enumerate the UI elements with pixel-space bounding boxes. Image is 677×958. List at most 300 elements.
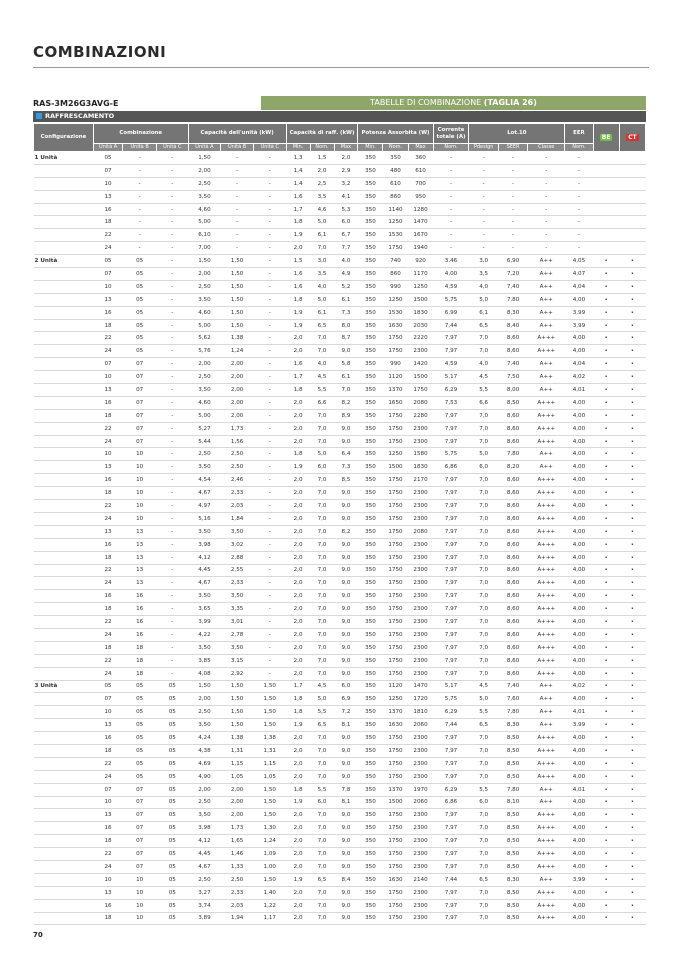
energy-class-cell: A++ bbox=[528, 706, 565, 719]
table-cell: - bbox=[253, 384, 286, 397]
table-cell: 22 bbox=[93, 229, 122, 242]
table-cell: 07 bbox=[123, 848, 157, 861]
table-row bbox=[34, 409, 646, 422]
table-cell: 05 bbox=[157, 770, 189, 783]
config-cell bbox=[34, 706, 94, 719]
table-cell: 8,60 bbox=[498, 422, 527, 435]
table-cell: • bbox=[593, 628, 619, 641]
table-cell: 1,50 bbox=[221, 319, 254, 332]
table-cell: • bbox=[619, 358, 645, 371]
table-cell: • bbox=[593, 654, 619, 667]
table-cell: 10 bbox=[123, 912, 157, 925]
table-cell: - bbox=[433, 229, 469, 242]
table-cell: 1750 bbox=[383, 435, 408, 448]
table-cell: 4,5 bbox=[310, 371, 334, 384]
table-cell: 4,00 bbox=[565, 770, 593, 783]
table-cell: - bbox=[157, 255, 189, 268]
table-row bbox=[34, 538, 646, 551]
table-cell: • bbox=[619, 757, 645, 770]
table-cell: • bbox=[593, 603, 619, 616]
table-cell: 05 bbox=[123, 770, 157, 783]
table-cell: 3,50 bbox=[188, 641, 221, 654]
table-cell: • bbox=[593, 448, 619, 461]
energy-class-cell: A++ bbox=[528, 371, 565, 384]
table-cell: 7,0 bbox=[469, 899, 498, 912]
table-cell: - bbox=[253, 358, 286, 371]
table-cell: 4,00 bbox=[565, 487, 593, 500]
table-cell: 6,1 bbox=[310, 229, 334, 242]
table-row bbox=[34, 474, 646, 487]
table-cell: 7,97 bbox=[433, 332, 469, 345]
table-row bbox=[34, 203, 646, 216]
table-cell: - bbox=[253, 242, 286, 255]
table-cell: 1,50 bbox=[221, 268, 254, 281]
table-cell: 4,00 bbox=[565, 899, 593, 912]
table-cell: 350 bbox=[358, 396, 383, 409]
table-cell: 7,0 bbox=[310, 732, 334, 745]
table-cell: • bbox=[593, 371, 619, 384]
table-cell: - bbox=[253, 448, 286, 461]
table-cell: 6,5 bbox=[469, 719, 498, 732]
table-cell: 1750 bbox=[383, 332, 408, 345]
table-cell: 8,60 bbox=[498, 500, 527, 513]
table-cell: • bbox=[619, 641, 645, 654]
table-cell: 2080 bbox=[408, 396, 433, 409]
energy-class-cell: A+++ bbox=[528, 487, 565, 500]
config-cell bbox=[34, 770, 94, 783]
table-cell: - bbox=[157, 603, 189, 616]
config-cell: 2 Unità bbox=[34, 255, 94, 268]
table-cell: 7,0 bbox=[469, 603, 498, 616]
table-cell: 7,0 bbox=[310, 345, 334, 358]
table-cell: 7,97 bbox=[433, 848, 469, 861]
table-cell: • bbox=[619, 616, 645, 629]
table-cell: 24 bbox=[93, 345, 122, 358]
table-cell: 1250 bbox=[383, 693, 408, 706]
table-row bbox=[34, 899, 646, 912]
table-cell: 1,50 bbox=[253, 809, 286, 822]
table-cell: 1500 bbox=[408, 371, 433, 384]
table-cell: 1,38 bbox=[221, 732, 254, 745]
table-cell: 8,50 bbox=[498, 899, 527, 912]
table-cell: 2,0 bbox=[286, 835, 310, 848]
table-row bbox=[34, 280, 646, 293]
subheader-cell: Unità C bbox=[253, 144, 286, 152]
table-cell: 7,0 bbox=[310, 822, 334, 835]
table-cell: 05 bbox=[157, 796, 189, 809]
table-cell: 1,50 bbox=[221, 680, 254, 693]
table-cell: 22 bbox=[93, 848, 122, 861]
col-corrente: Corrente totale (A) bbox=[433, 124, 469, 144]
table-cell: 4,00 bbox=[565, 512, 593, 525]
table-cell: 4,00 bbox=[565, 345, 593, 358]
table-cell: 7,0 bbox=[310, 474, 334, 487]
table-cell: 350 bbox=[358, 616, 383, 629]
table-cell: 7,8 bbox=[334, 783, 358, 796]
table-cell: 2060 bbox=[408, 719, 433, 732]
table-cell: 9,0 bbox=[334, 435, 358, 448]
table-row bbox=[34, 873, 646, 886]
table-cell: 1,9 bbox=[286, 319, 310, 332]
table-cell: 7,0 bbox=[310, 603, 334, 616]
table-cell: 860 bbox=[383, 190, 408, 203]
table-cell: 2300 bbox=[408, 616, 433, 629]
table-cell: 2,0 bbox=[286, 422, 310, 435]
table-cell: 22 bbox=[93, 332, 122, 345]
table-cell: 1,50 bbox=[188, 680, 221, 693]
table-row bbox=[34, 358, 646, 371]
table-cell: 3,0 bbox=[310, 255, 334, 268]
table-cell: 05 bbox=[123, 332, 157, 345]
table-cell: 4,00 bbox=[565, 396, 593, 409]
table-cell: 9,0 bbox=[334, 512, 358, 525]
table-cell: 6,6 bbox=[310, 396, 334, 409]
table-cell: 1750 bbox=[383, 590, 408, 603]
table-cell: - bbox=[565, 152, 593, 165]
table-cell: - bbox=[253, 268, 286, 281]
table-cell: 6,29 bbox=[433, 384, 469, 397]
table-cell: - bbox=[157, 667, 189, 680]
table-cell: 05 bbox=[93, 255, 122, 268]
table-cell: 16 bbox=[123, 616, 157, 629]
table-cell: 6,0 bbox=[469, 461, 498, 474]
energy-class-cell: - bbox=[528, 177, 565, 190]
table-cell: 7,97 bbox=[433, 654, 469, 667]
table-cell: 1,38 bbox=[253, 732, 286, 745]
table-cell: 2,9 bbox=[334, 164, 358, 177]
mode-bar bbox=[33, 111, 646, 122]
table-cell: 2170 bbox=[408, 474, 433, 487]
table-cell: • bbox=[593, 551, 619, 564]
table-cell: 5,3 bbox=[334, 203, 358, 216]
config-cell bbox=[34, 319, 94, 332]
table-cell: 1,05 bbox=[253, 770, 286, 783]
table-cell: 1750 bbox=[383, 603, 408, 616]
table-cell: 350 bbox=[358, 693, 383, 706]
table-cell: 3,99 bbox=[188, 616, 221, 629]
table-cell: 7,0 bbox=[469, 487, 498, 500]
table-cell: 05 bbox=[157, 912, 189, 925]
table-row bbox=[34, 680, 646, 693]
table-cell: 8,1 bbox=[334, 719, 358, 732]
table-cell: 22 bbox=[93, 757, 122, 770]
table-cell: - bbox=[157, 345, 189, 358]
table-cell: 350 bbox=[358, 474, 383, 487]
table-cell: - bbox=[123, 152, 157, 165]
subheader-cell: Unità C bbox=[157, 144, 189, 152]
table-cell: 4,54 bbox=[188, 474, 221, 487]
table-cell: 2,92 bbox=[221, 667, 254, 680]
table-cell: - bbox=[253, 319, 286, 332]
table-cell: 3,46 bbox=[433, 255, 469, 268]
table-cell: 1370 bbox=[383, 384, 408, 397]
table-cell: • bbox=[593, 487, 619, 500]
table-cell: 1,8 bbox=[286, 706, 310, 719]
col-configurazione: Configurazione bbox=[34, 124, 94, 152]
table-cell: 2300 bbox=[408, 667, 433, 680]
table-cell: - bbox=[565, 190, 593, 203]
table-cell bbox=[593, 203, 619, 216]
table-cell: 7,97 bbox=[433, 512, 469, 525]
config-cell bbox=[34, 848, 94, 861]
table-cell: 3,85 bbox=[188, 654, 221, 667]
energy-class-cell: A++ bbox=[528, 461, 565, 474]
table-cell: 350 bbox=[358, 152, 383, 165]
table-cell: - bbox=[157, 461, 189, 474]
table-cell: 7,0 bbox=[310, 332, 334, 345]
table-cell: - bbox=[157, 164, 189, 177]
table-cell: 8,2 bbox=[334, 525, 358, 538]
table-row bbox=[34, 293, 646, 306]
table-cell: 4,00 bbox=[565, 809, 593, 822]
table-cell: 7,3 bbox=[334, 306, 358, 319]
table-row bbox=[34, 384, 646, 397]
table-cell: 1140 bbox=[383, 203, 408, 216]
table-cell: 1750 bbox=[383, 409, 408, 422]
table-cell: 1750 bbox=[383, 744, 408, 757]
table-cell bbox=[619, 152, 645, 165]
table-cell: 16 bbox=[93, 899, 122, 912]
table-cell: 6,5 bbox=[310, 873, 334, 886]
table-cell: 07 bbox=[123, 358, 157, 371]
table-cell: 1630 bbox=[383, 873, 408, 886]
table-cell: 16 bbox=[93, 203, 122, 216]
col-capacita-raff: Capacità di raff. (kW) bbox=[286, 124, 358, 144]
table-cell: • bbox=[619, 796, 645, 809]
table-cell: 4,04 bbox=[565, 280, 593, 293]
table-cell: 1750 bbox=[383, 641, 408, 654]
table-cell: 1280 bbox=[408, 203, 433, 216]
table-cell: • bbox=[593, 384, 619, 397]
table-cell: 2,33 bbox=[221, 886, 254, 899]
table-cell: - bbox=[253, 628, 286, 641]
config-cell bbox=[34, 268, 94, 281]
table-cell: 7,97 bbox=[433, 899, 469, 912]
title-divider bbox=[33, 67, 649, 68]
table-cell: 7,53 bbox=[433, 396, 469, 409]
table-cell: 1,5 bbox=[286, 255, 310, 268]
energy-class-cell: A+++ bbox=[528, 500, 565, 513]
table-cell: 4,01 bbox=[565, 384, 593, 397]
table-cell: 1750 bbox=[383, 770, 408, 783]
table-cell: 05 bbox=[157, 848, 189, 861]
table-cell: 24 bbox=[93, 512, 122, 525]
table-cell: 8,60 bbox=[498, 409, 527, 422]
table-cell: - bbox=[253, 564, 286, 577]
table-cell: 18 bbox=[93, 319, 122, 332]
table-cell: 7,0 bbox=[469, 848, 498, 861]
energy-class-cell: A+++ bbox=[528, 732, 565, 745]
table-cell: 7,0 bbox=[310, 641, 334, 654]
table-cell: • bbox=[593, 912, 619, 925]
config-cell bbox=[34, 899, 94, 912]
table-cell: 2220 bbox=[408, 332, 433, 345]
table-cell: 2,0 bbox=[286, 564, 310, 577]
table-cell: 7,0 bbox=[469, 628, 498, 641]
table-row bbox=[34, 577, 646, 590]
table-cell: - bbox=[498, 164, 527, 177]
table-cell: 13 bbox=[93, 809, 122, 822]
table-cell: 5,76 bbox=[188, 345, 221, 358]
table-cell: 7,0 bbox=[310, 616, 334, 629]
table-cell: 2,00 bbox=[188, 164, 221, 177]
table-cell: - bbox=[253, 396, 286, 409]
table-cell: 8,60 bbox=[498, 474, 527, 487]
subheader-cell: Min. bbox=[286, 144, 310, 152]
table-cell: - bbox=[498, 203, 527, 216]
table-cell: 18 bbox=[93, 744, 122, 757]
table-cell: 1530 bbox=[383, 306, 408, 319]
table-cell: 5,75 bbox=[433, 693, 469, 706]
table-cell: 7,97 bbox=[433, 487, 469, 500]
table-cell: - bbox=[157, 409, 189, 422]
table-row bbox=[34, 255, 646, 268]
table-cell: 05 bbox=[123, 345, 157, 358]
table-cell: • bbox=[619, 345, 645, 358]
table-cell: 9,0 bbox=[334, 912, 358, 925]
table-cell: 3,99 bbox=[565, 306, 593, 319]
table-cell: 7,80 bbox=[498, 706, 527, 719]
table-cell: 6,0 bbox=[310, 796, 334, 809]
table-cell: - bbox=[221, 216, 254, 229]
table-cell: 10 bbox=[123, 512, 157, 525]
table-cell: 07 bbox=[123, 809, 157, 822]
table-cell: 7,0 bbox=[310, 487, 334, 500]
table-row bbox=[34, 396, 646, 409]
table-cell: 7,0 bbox=[310, 654, 334, 667]
table-cell: 3,50 bbox=[221, 525, 254, 538]
table-cell: 4,00 bbox=[565, 860, 593, 873]
cooling-square-icon bbox=[36, 113, 42, 119]
table-cell: • bbox=[593, 577, 619, 590]
table-cell: • bbox=[619, 744, 645, 757]
table-cell: 7,97 bbox=[433, 409, 469, 422]
table-cell: - bbox=[253, 487, 286, 500]
table-cell: 2,03 bbox=[221, 899, 254, 912]
table-cell: • bbox=[593, 757, 619, 770]
table-cell: - bbox=[565, 242, 593, 255]
table-cell: 6,10 bbox=[188, 229, 221, 242]
table-cell: 1750 bbox=[383, 577, 408, 590]
config-cell bbox=[34, 229, 94, 242]
table-cell: 7,0 bbox=[469, 835, 498, 848]
table-cell: 2,00 bbox=[221, 358, 254, 371]
table-cell: 13 bbox=[93, 384, 122, 397]
table-cell: 8,50 bbox=[498, 822, 527, 835]
table-row bbox=[34, 628, 646, 641]
table-cell: 07 bbox=[93, 164, 122, 177]
table-cell: - bbox=[469, 152, 498, 165]
table-cell: 4,00 bbox=[565, 603, 593, 616]
table-cell: • bbox=[593, 422, 619, 435]
table-cell: 7,97 bbox=[433, 422, 469, 435]
table-cell: 7,97 bbox=[433, 667, 469, 680]
subheader-cell: Nom. bbox=[565, 144, 593, 152]
table-cell: 350 bbox=[358, 525, 383, 538]
table-cell: 4,00 bbox=[565, 628, 593, 641]
table-cell: 22 bbox=[93, 422, 122, 435]
table-cell: • bbox=[593, 512, 619, 525]
table-cell: - bbox=[498, 216, 527, 229]
table-cell: 2,0 bbox=[286, 641, 310, 654]
table-cell: 350 bbox=[358, 603, 383, 616]
table-cell: 1,8 bbox=[286, 384, 310, 397]
table-cell: - bbox=[157, 422, 189, 435]
table-cell: • bbox=[619, 835, 645, 848]
table-cell: 350 bbox=[358, 216, 383, 229]
table-cell: 1,50 bbox=[253, 693, 286, 706]
table-cell: 13 bbox=[93, 525, 122, 538]
table-cell: 05 bbox=[157, 809, 189, 822]
table-cell: - bbox=[498, 242, 527, 255]
table-cell: - bbox=[157, 590, 189, 603]
table-cell: 4,45 bbox=[188, 848, 221, 861]
subheader-cell: Classe bbox=[528, 144, 565, 152]
table-cell: • bbox=[619, 667, 645, 680]
subheader-cell: Nom. bbox=[433, 144, 469, 152]
table-cell: 7,0 bbox=[310, 770, 334, 783]
table-cell: - bbox=[157, 216, 189, 229]
table-cell: - bbox=[253, 603, 286, 616]
table-cell: 07 bbox=[93, 358, 122, 371]
subheader-cell: Max bbox=[408, 144, 433, 152]
table-cell: 9,0 bbox=[334, 564, 358, 577]
table-cell: 10 bbox=[93, 280, 122, 293]
table-cell: - bbox=[157, 512, 189, 525]
table-cell: 7,0 bbox=[310, 590, 334, 603]
config-cell bbox=[34, 384, 94, 397]
config-cell bbox=[34, 873, 94, 886]
table-cell: • bbox=[593, 358, 619, 371]
energy-class-cell: A++ bbox=[528, 280, 565, 293]
table-cell: 3,5 bbox=[310, 268, 334, 281]
table-cell: 5,5 bbox=[310, 783, 334, 796]
table-cell: 3,50 bbox=[221, 641, 254, 654]
table-cell: 2300 bbox=[408, 822, 433, 835]
table-row bbox=[34, 564, 646, 577]
table-cell: 1,22 bbox=[253, 899, 286, 912]
table-cell: - bbox=[157, 500, 189, 513]
table-cell: 7,97 bbox=[433, 628, 469, 641]
energy-class-cell: A+++ bbox=[528, 512, 565, 525]
table-cell: 3,5 bbox=[310, 190, 334, 203]
table-cell: 7,97 bbox=[433, 886, 469, 899]
table-cell: - bbox=[253, 616, 286, 629]
table-cell: 990 bbox=[383, 280, 408, 293]
table-cell: 4,00 bbox=[565, 590, 593, 603]
energy-class-cell: A++ bbox=[528, 384, 565, 397]
table-cell: • bbox=[619, 512, 645, 525]
table-cell: - bbox=[253, 500, 286, 513]
table-cell: 1,65 bbox=[221, 835, 254, 848]
table-cell: 10 bbox=[123, 886, 157, 899]
table-cell: 7,97 bbox=[433, 732, 469, 745]
table-cell: 4,12 bbox=[188, 835, 221, 848]
table-cell: 18 bbox=[93, 835, 122, 848]
table-cell: • bbox=[619, 590, 645, 603]
table-cell: 350 bbox=[358, 461, 383, 474]
table-cell: 1,9 bbox=[286, 796, 310, 809]
table-cell: 8,60 bbox=[498, 628, 527, 641]
table-cell: - bbox=[157, 203, 189, 216]
table-row bbox=[34, 435, 646, 448]
table-cell: 1970 bbox=[408, 783, 433, 796]
table-cell: 8,60 bbox=[498, 538, 527, 551]
table-cell: 2,5 bbox=[310, 177, 334, 190]
table-cell: 1,9 bbox=[286, 306, 310, 319]
table-cell: 8,50 bbox=[498, 835, 527, 848]
table-cell: 4,00 bbox=[565, 693, 593, 706]
